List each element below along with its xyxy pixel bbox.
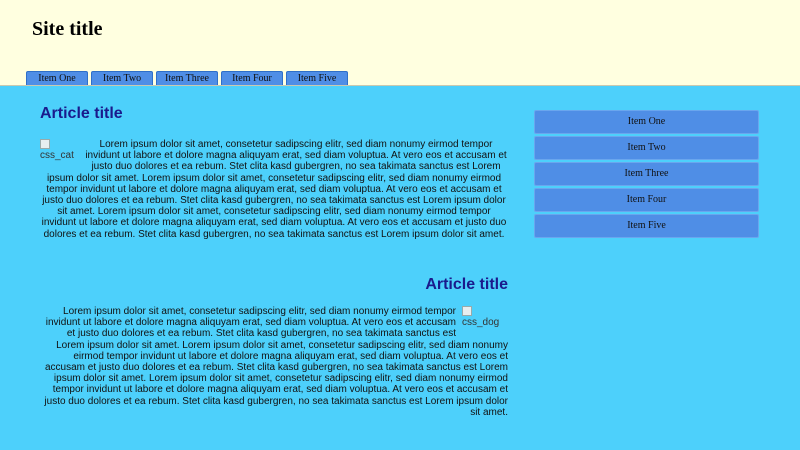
broken-image-icon — [40, 139, 50, 149]
article-1-text: Lorem ipsum dolor sit amet, consetetur sadipscing elitr, sed diam nonumy eirmod tempor invidunt ut labore et dolore magna aliquyam erat, sed diam voluptua. At vero eos et accusam et justo duo dolores et ea rebum. Stet clita kasd gubergren, no sea takimata sanctus est Lorem ipsum dolor sit amet. Lorem ipsum dolor sit amet, consetetur sadipscing elitr, sed diam nonumy eirmod tempor invidunt ut labore et dolore magna aliquyam erat, sed diam voluptua. At vero eos et accusam et justo duo dolores et ea rebum. Stet clita kasd gubergren, no sea takimata sanctus est Lorem ipsum dolor sit amet. Lorem ipsum dolor sit amet, consetetur sadipscing elitr, sed diam nonumy eirmod tempor invidunt ut labore et dolore magna aliquyam erat, sed diam voluptua. At vero eos et accusam et justo duo dolores et ea rebum. Stet clita kasd gubergren, no sea takimata sanctus est Lorem ipsum dolor sit amet. — [41, 139, 507, 240]
article-2 — [40, 276, 508, 418]
cat-image-alt: css_cat — [40, 150, 74, 161]
sidebar-item-two[interactable]: Item Two — [534, 136, 759, 160]
nav-item-three[interactable]: Item Three — [156, 71, 218, 85]
site-header — [0, 0, 800, 86]
nav-item-five[interactable]: Item Five — [286, 71, 348, 85]
site-title: Site title — [32, 18, 103, 40]
broken-image-icon — [462, 306, 472, 316]
cat-image — [40, 139, 84, 163]
article-1 — [40, 105, 508, 240]
dog-image-alt: css_dog — [462, 317, 500, 328]
sidebar-item-one[interactable]: Item One — [534, 110, 759, 134]
sidebar-nav — [534, 110, 759, 238]
top-nav — [26, 71, 348, 85]
nav-item-four[interactable]: Item Four — [221, 71, 283, 85]
sidebar-item-three[interactable]: Item Three — [534, 162, 759, 186]
nav-item-two[interactable]: Item Two — [91, 71, 153, 85]
article-2-title: Article title — [425, 276, 508, 293]
nav-item-one[interactable]: Item One — [26, 71, 88, 85]
article-2-body — [40, 306, 508, 418]
sidebar-item-four[interactable]: Item Four — [534, 188, 759, 212]
article-1-title: Article title — [40, 105, 123, 122]
article-1-body — [40, 139, 508, 240]
sidebar-item-five[interactable]: Item Five — [534, 214, 759, 238]
dog-image — [462, 306, 508, 330]
article-2-text: Lorem ipsum dolor sit amet, consetetur sadipscing elitr, sed diam nonumy eirmod tempor invidunt ut labore et dolore magna aliquyam erat, sed diam voluptua. At vero eos et accusam et justo duo dolores et ea rebum. Stet clita kasd gubergren, no sea takimata sanctus est Lorem ipsum dolor sit amet. Lorem ipsum dolor sit amet, consetetur sadipscing elitr, sed diam nonumy eirmod tempor invidunt ut labore et dolore magna aliquyam erat, sed diam voluptua. At vero eos et accusam et justo duo dolores et ea rebum. Stet clita kasd gubergren, no sea takimata sanctus est Lorem ipsum dolor sit amet. Lorem ipsum dolor sit amet, consetetur sadipscing elitr, sed diam nonumy eirmod tempor invidunt ut labore et dolore magna aliquyam erat, sed diam voluptua. At vero eos et accusam et justo duo dolores et ea rebum. Stet clita kasd gubergren, no sea takimata sanctus est Lorem ipsum dolor sit amet. — [44, 306, 508, 418]
